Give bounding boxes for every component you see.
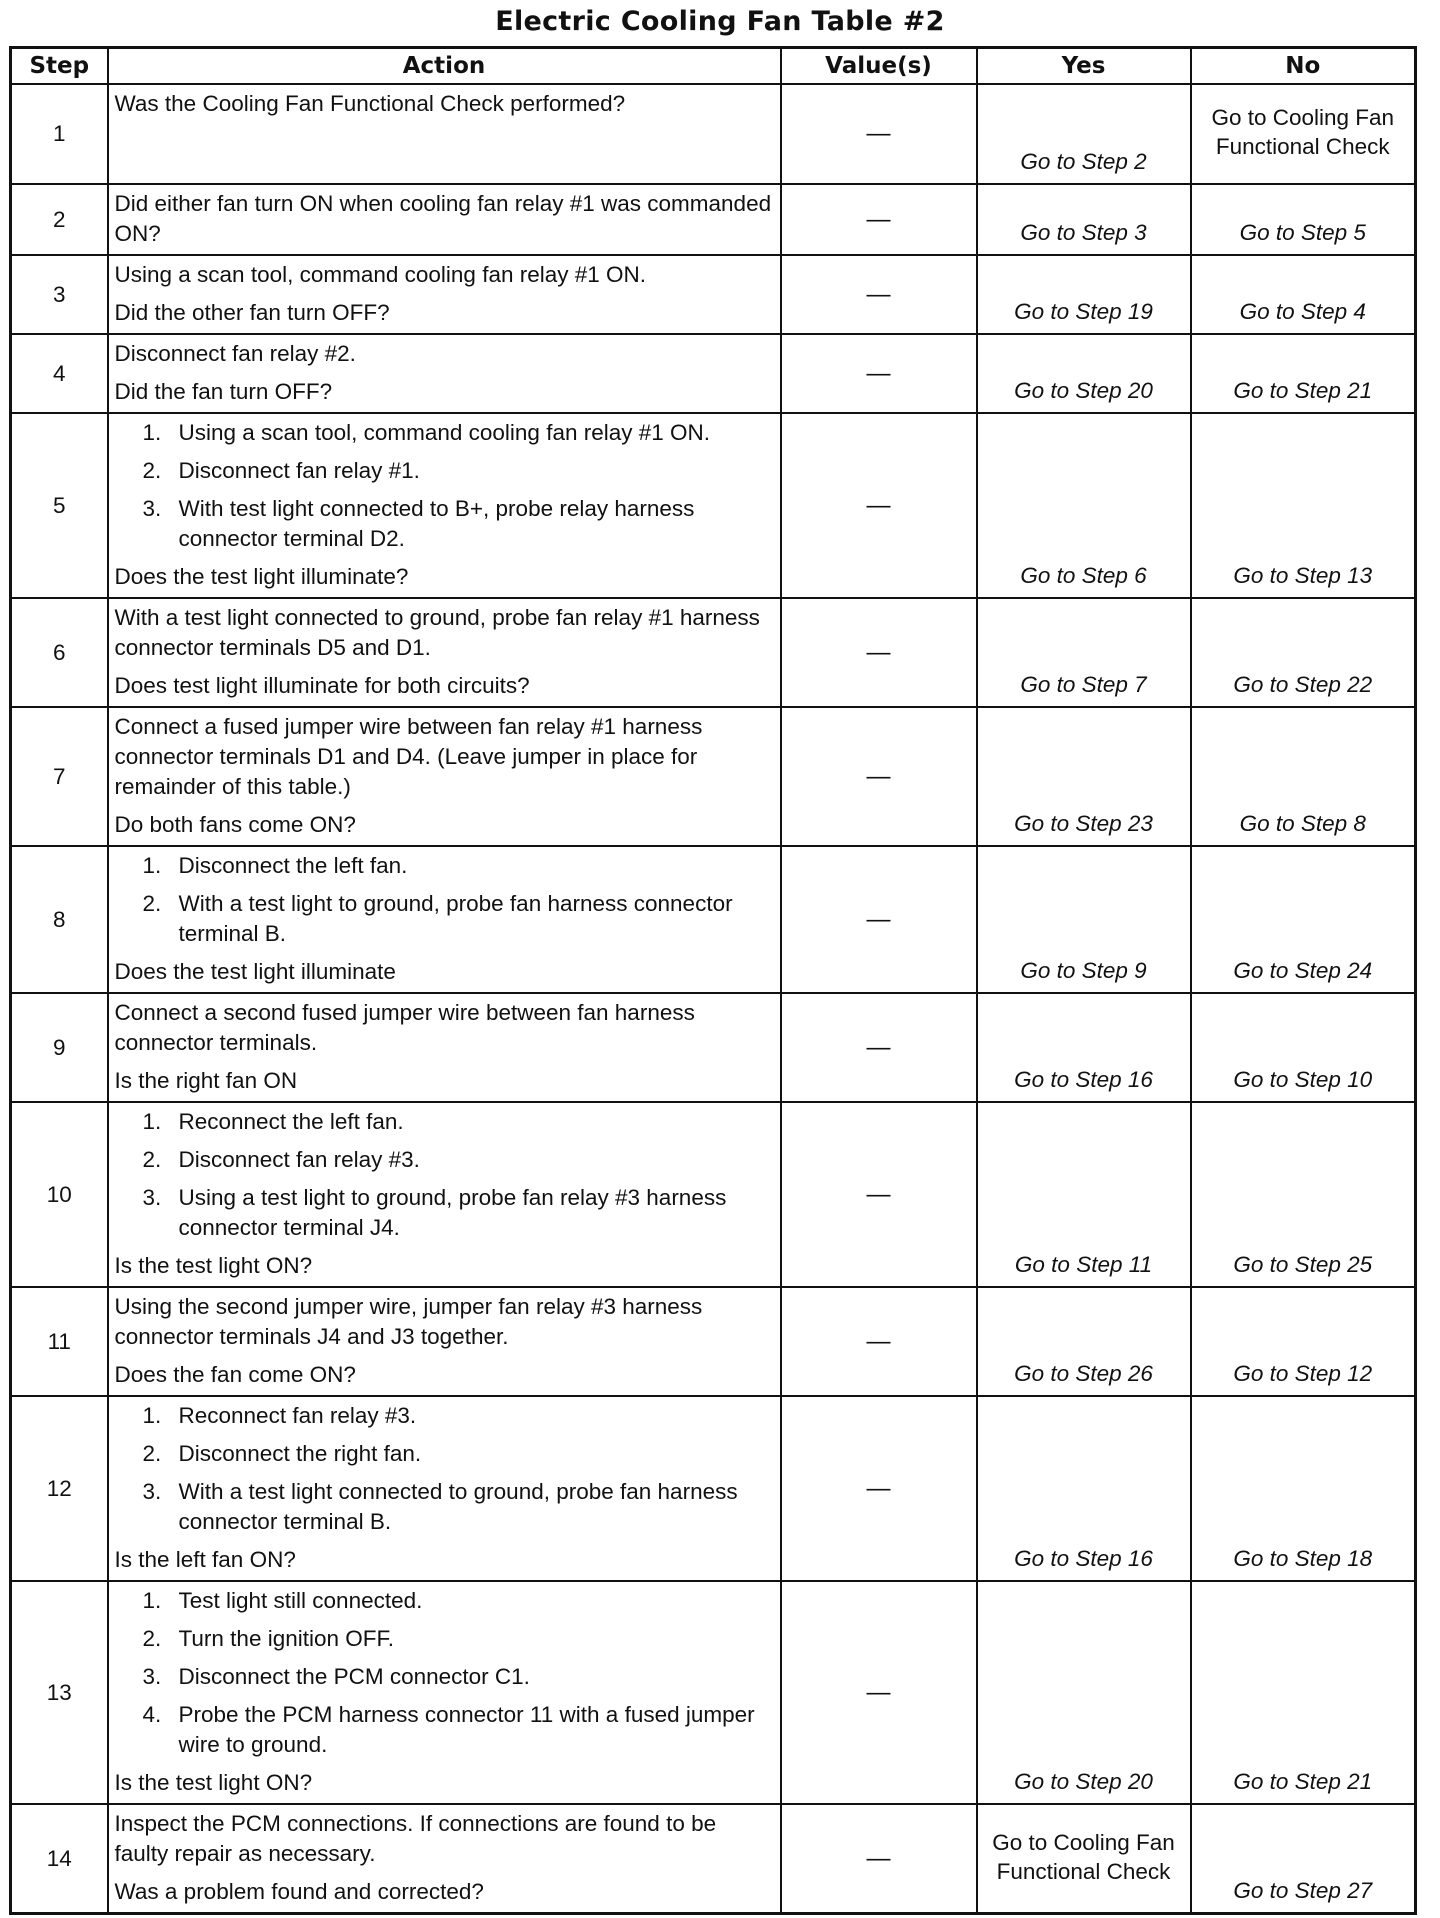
table-row: [11, 993, 1416, 1102]
action-text: Did either fan turn ON when cooling fan relay #1 was commanded ON?: [114, 191, 772, 246]
action-question: Did the fan turn OFF?: [114, 379, 333, 404]
yes-result: Go to Step 20: [977, 334, 1191, 413]
action-step-text: Disconnect the PCM connector C1.: [178, 1664, 530, 1689]
table-row: [11, 84, 1416, 184]
no-result: Go to Step 5: [1191, 184, 1416, 255]
table-row: [11, 1396, 1416, 1581]
action-step-text: With a test light connected to ground, probe fan harness connector terminal B.: [178, 1479, 738, 1534]
action-step-number: 2.: [142, 1626, 162, 1651]
action-text: Connect a second fused jumper wire between fan harness connector terminals.: [114, 1000, 695, 1055]
action-step-number: 2.: [142, 1441, 162, 1466]
value-cell: —: [781, 598, 977, 707]
action-step: [115, 851, 774, 881]
yes-result: Go to Step 19: [977, 255, 1191, 334]
action-step-text: Disconnect the right fan.: [178, 1441, 422, 1466]
yes-result: Go to Step 6: [977, 413, 1191, 598]
step-number: 7: [11, 707, 108, 846]
action-cell: [108, 84, 781, 184]
action-question: Does the test light illuminate: [114, 959, 396, 984]
table-row: [11, 1804, 1416, 1914]
action-question: Was a problem found and corrected?: [114, 1879, 484, 1904]
table-row: [11, 1102, 1416, 1287]
yes-result: Go to Step 7: [977, 598, 1191, 707]
action-step-text: Probe the PCM harness connector 11 with a fused jumper wire to ground.: [178, 1702, 755, 1757]
action-question: Does the fan come ON?: [114, 1362, 356, 1387]
action-cell: [108, 1102, 781, 1287]
table-title: Electric Cooling Fan Table #2: [495, 5, 945, 37]
action-step: [115, 1107, 774, 1137]
action-step-number: 1.: [142, 1403, 162, 1428]
no-result: Go to Step 21: [1191, 334, 1416, 413]
action-step-number: 3.: [142, 1185, 162, 1210]
step-number: 3: [11, 255, 108, 334]
action-question: Do both fans come ON?: [114, 812, 356, 837]
action-step-number: 2.: [142, 458, 162, 483]
step-number: 6: [11, 598, 108, 707]
action-step: [115, 1401, 774, 1431]
value-cell: —: [781, 413, 977, 598]
header-values: Value(s): [781, 48, 977, 85]
step-number: 12: [11, 1396, 108, 1581]
no-result: Go to Step 10: [1191, 993, 1416, 1102]
header-yes: Yes: [977, 48, 1191, 85]
action-cell: [108, 413, 781, 598]
action-step: [115, 1700, 774, 1760]
no-result: Go to Step 21: [1191, 1581, 1416, 1804]
value-cell: —: [781, 84, 977, 184]
action-cell: [108, 707, 781, 846]
header-step: Step: [11, 48, 108, 85]
step-number: 5: [11, 413, 108, 598]
step-number: 11: [11, 1287, 108, 1396]
action-steps: [115, 1586, 774, 1760]
yes-result: Go to Step 20: [977, 1581, 1191, 1804]
value-cell: —: [781, 334, 977, 413]
action-question: Is the right fan ON: [114, 1068, 298, 1093]
action-question: Is the left fan ON?: [114, 1547, 296, 1572]
action-step: [115, 1145, 774, 1175]
action-step-number: 2.: [142, 1147, 162, 1172]
action-step-number: 3.: [142, 496, 162, 521]
action-step: [115, 1586, 774, 1616]
header-action: Action: [108, 48, 781, 85]
yes-result: Go to Step 26: [977, 1287, 1191, 1396]
no-result: Go to Step 8: [1191, 707, 1416, 846]
no-result: Go to Step 22: [1191, 598, 1416, 707]
action-step: [115, 456, 774, 486]
action-cell: [108, 255, 781, 334]
action-text: Was the Cooling Fan Functional Check performed?: [114, 91, 626, 116]
value-cell: —: [781, 184, 977, 255]
value-cell: —: [781, 1102, 977, 1287]
step-number: 1: [11, 84, 108, 184]
action-step: [115, 1183, 774, 1243]
action-cell: [108, 846, 781, 993]
action-step: [115, 1662, 774, 1692]
step-number: 10: [11, 1102, 108, 1287]
header-no: No: [1191, 48, 1416, 85]
action-step-text: With test light connected to B+, probe relay harness connector terminal D2.: [178, 496, 695, 551]
value-cell: —: [781, 993, 977, 1102]
value-cell: —: [781, 1396, 977, 1581]
action-text: Using a scan tool, command cooling fan relay #1 ON.: [114, 262, 647, 287]
action-step-text: Disconnect fan relay #3.: [178, 1147, 420, 1172]
value-cell: —: [781, 1581, 977, 1804]
action-text: Using the second jumper wire, jumper fan relay #3 harness connector terminals J4 and J3 together.: [114, 1294, 703, 1349]
action-step: [115, 889, 774, 949]
action-steps: [115, 851, 774, 949]
no-result: Go to Step 12: [1191, 1287, 1416, 1396]
action-steps: [115, 1401, 774, 1537]
action-step-text: Test light still connected.: [178, 1588, 423, 1613]
header-row: [11, 48, 1416, 85]
action-step-number: 1.: [142, 1109, 162, 1134]
action-cell: [108, 334, 781, 413]
action-step-number: 1.: [142, 853, 162, 878]
action-cell: [108, 1804, 781, 1914]
table-row: [11, 1287, 1416, 1396]
no-result: Go to Step 27: [1191, 1804, 1416, 1914]
action-step-text: Disconnect the left fan.: [178, 853, 408, 878]
action-step-number: 4.: [142, 1702, 162, 1727]
action-step-text: Disconnect fan relay #1.: [178, 458, 420, 483]
no-result: Go to Step 25: [1191, 1102, 1416, 1287]
action-step-text: Using a scan tool, command cooling fan relay #1 ON.: [178, 420, 711, 445]
table-row: [11, 334, 1416, 413]
step-number: 14: [11, 1804, 108, 1914]
table-row: [11, 846, 1416, 993]
table-row: [11, 255, 1416, 334]
step-number: 4: [11, 334, 108, 413]
action-step-number: 2.: [142, 891, 162, 916]
action-question: Does the test light illuminate?: [114, 564, 409, 589]
yes-result: Go to Step 23: [977, 707, 1191, 846]
step-number: 9: [11, 993, 108, 1102]
action-text: Disconnect fan relay #2.: [114, 341, 356, 366]
table-row: [11, 598, 1416, 707]
no-result: Go to Step 18: [1191, 1396, 1416, 1581]
step-number: 2: [11, 184, 108, 255]
action-step-text: Turn the ignition OFF.: [178, 1626, 395, 1651]
cooling-fan-table: [9, 46, 1417, 1915]
action-step: [115, 494, 774, 554]
action-step-text: With a test light to ground, probe fan harness connector terminal B.: [178, 891, 733, 946]
action-steps: [115, 1107, 774, 1243]
step-number: 8: [11, 846, 108, 993]
action-step: [115, 1439, 774, 1469]
table-row: [11, 707, 1416, 846]
no-result: Go to Step 4: [1191, 255, 1416, 334]
value-cell: —: [781, 846, 977, 993]
action-question: Does test light illuminate for both circuits?: [114, 673, 530, 698]
action-cell: [108, 1396, 781, 1581]
action-step-text: Reconnect fan relay #3.: [178, 1403, 417, 1428]
action-step: [115, 1477, 774, 1537]
action-step-number: 3.: [142, 1479, 162, 1504]
action-step-number: 1.: [142, 420, 162, 445]
table-row: [11, 413, 1416, 598]
action-cell: [108, 1581, 781, 1804]
value-cell: —: [781, 1287, 977, 1396]
no-result: Go to Cooling Fan Functional Check: [1191, 84, 1416, 184]
step-number: 13: [11, 1581, 108, 1804]
yes-result: Go to Step 16: [977, 1396, 1191, 1581]
value-cell: —: [781, 255, 977, 334]
value-cell: —: [781, 1804, 977, 1914]
action-cell: [108, 184, 781, 255]
action-question: Did the other fan turn OFF?: [114, 300, 390, 325]
value-cell: —: [781, 707, 977, 846]
action-step-number: 1.: [142, 1588, 162, 1613]
action-cell: [108, 993, 781, 1102]
action-cell: [108, 1287, 781, 1396]
action-question: Is the test light ON?: [114, 1770, 313, 1795]
action-step-text: Using a test light to ground, probe fan relay #3 harness connector terminal J4.: [178, 1185, 727, 1240]
action-step-text: Reconnect the left fan.: [178, 1109, 404, 1134]
table-row: [11, 1581, 1416, 1804]
action-step: [115, 418, 774, 448]
no-result: Go to Step 24: [1191, 846, 1416, 993]
action-cell: [108, 598, 781, 707]
yes-result: Go to Cooling Fan Functional Check: [977, 1804, 1191, 1914]
yes-result: Go to Step 2: [977, 84, 1191, 184]
yes-result: Go to Step 16: [977, 993, 1191, 1102]
action-text: Inspect the PCM connections. If connections are found to be faulty repair as necessary.: [114, 1811, 717, 1866]
action-text: Connect a fused jumper wire between fan relay #1 harness connector terminals D1 and D4. (Leave jumper in place for remainder of this table.): [114, 714, 703, 799]
no-result: Go to Step 13: [1191, 413, 1416, 598]
yes-result: Go to Step 11: [977, 1102, 1191, 1287]
action-question: Is the test light ON?: [114, 1253, 313, 1278]
yes-result: Go to Step 3: [977, 184, 1191, 255]
action-text: With a test light connected to ground, probe fan relay #1 harness connector terminals D5 and D1.: [114, 605, 760, 660]
table-row: [11, 184, 1416, 255]
action-steps: [115, 418, 774, 554]
action-step: [115, 1624, 774, 1654]
action-step-number: 3.: [142, 1664, 162, 1689]
yes-result: Go to Step 9: [977, 846, 1191, 993]
